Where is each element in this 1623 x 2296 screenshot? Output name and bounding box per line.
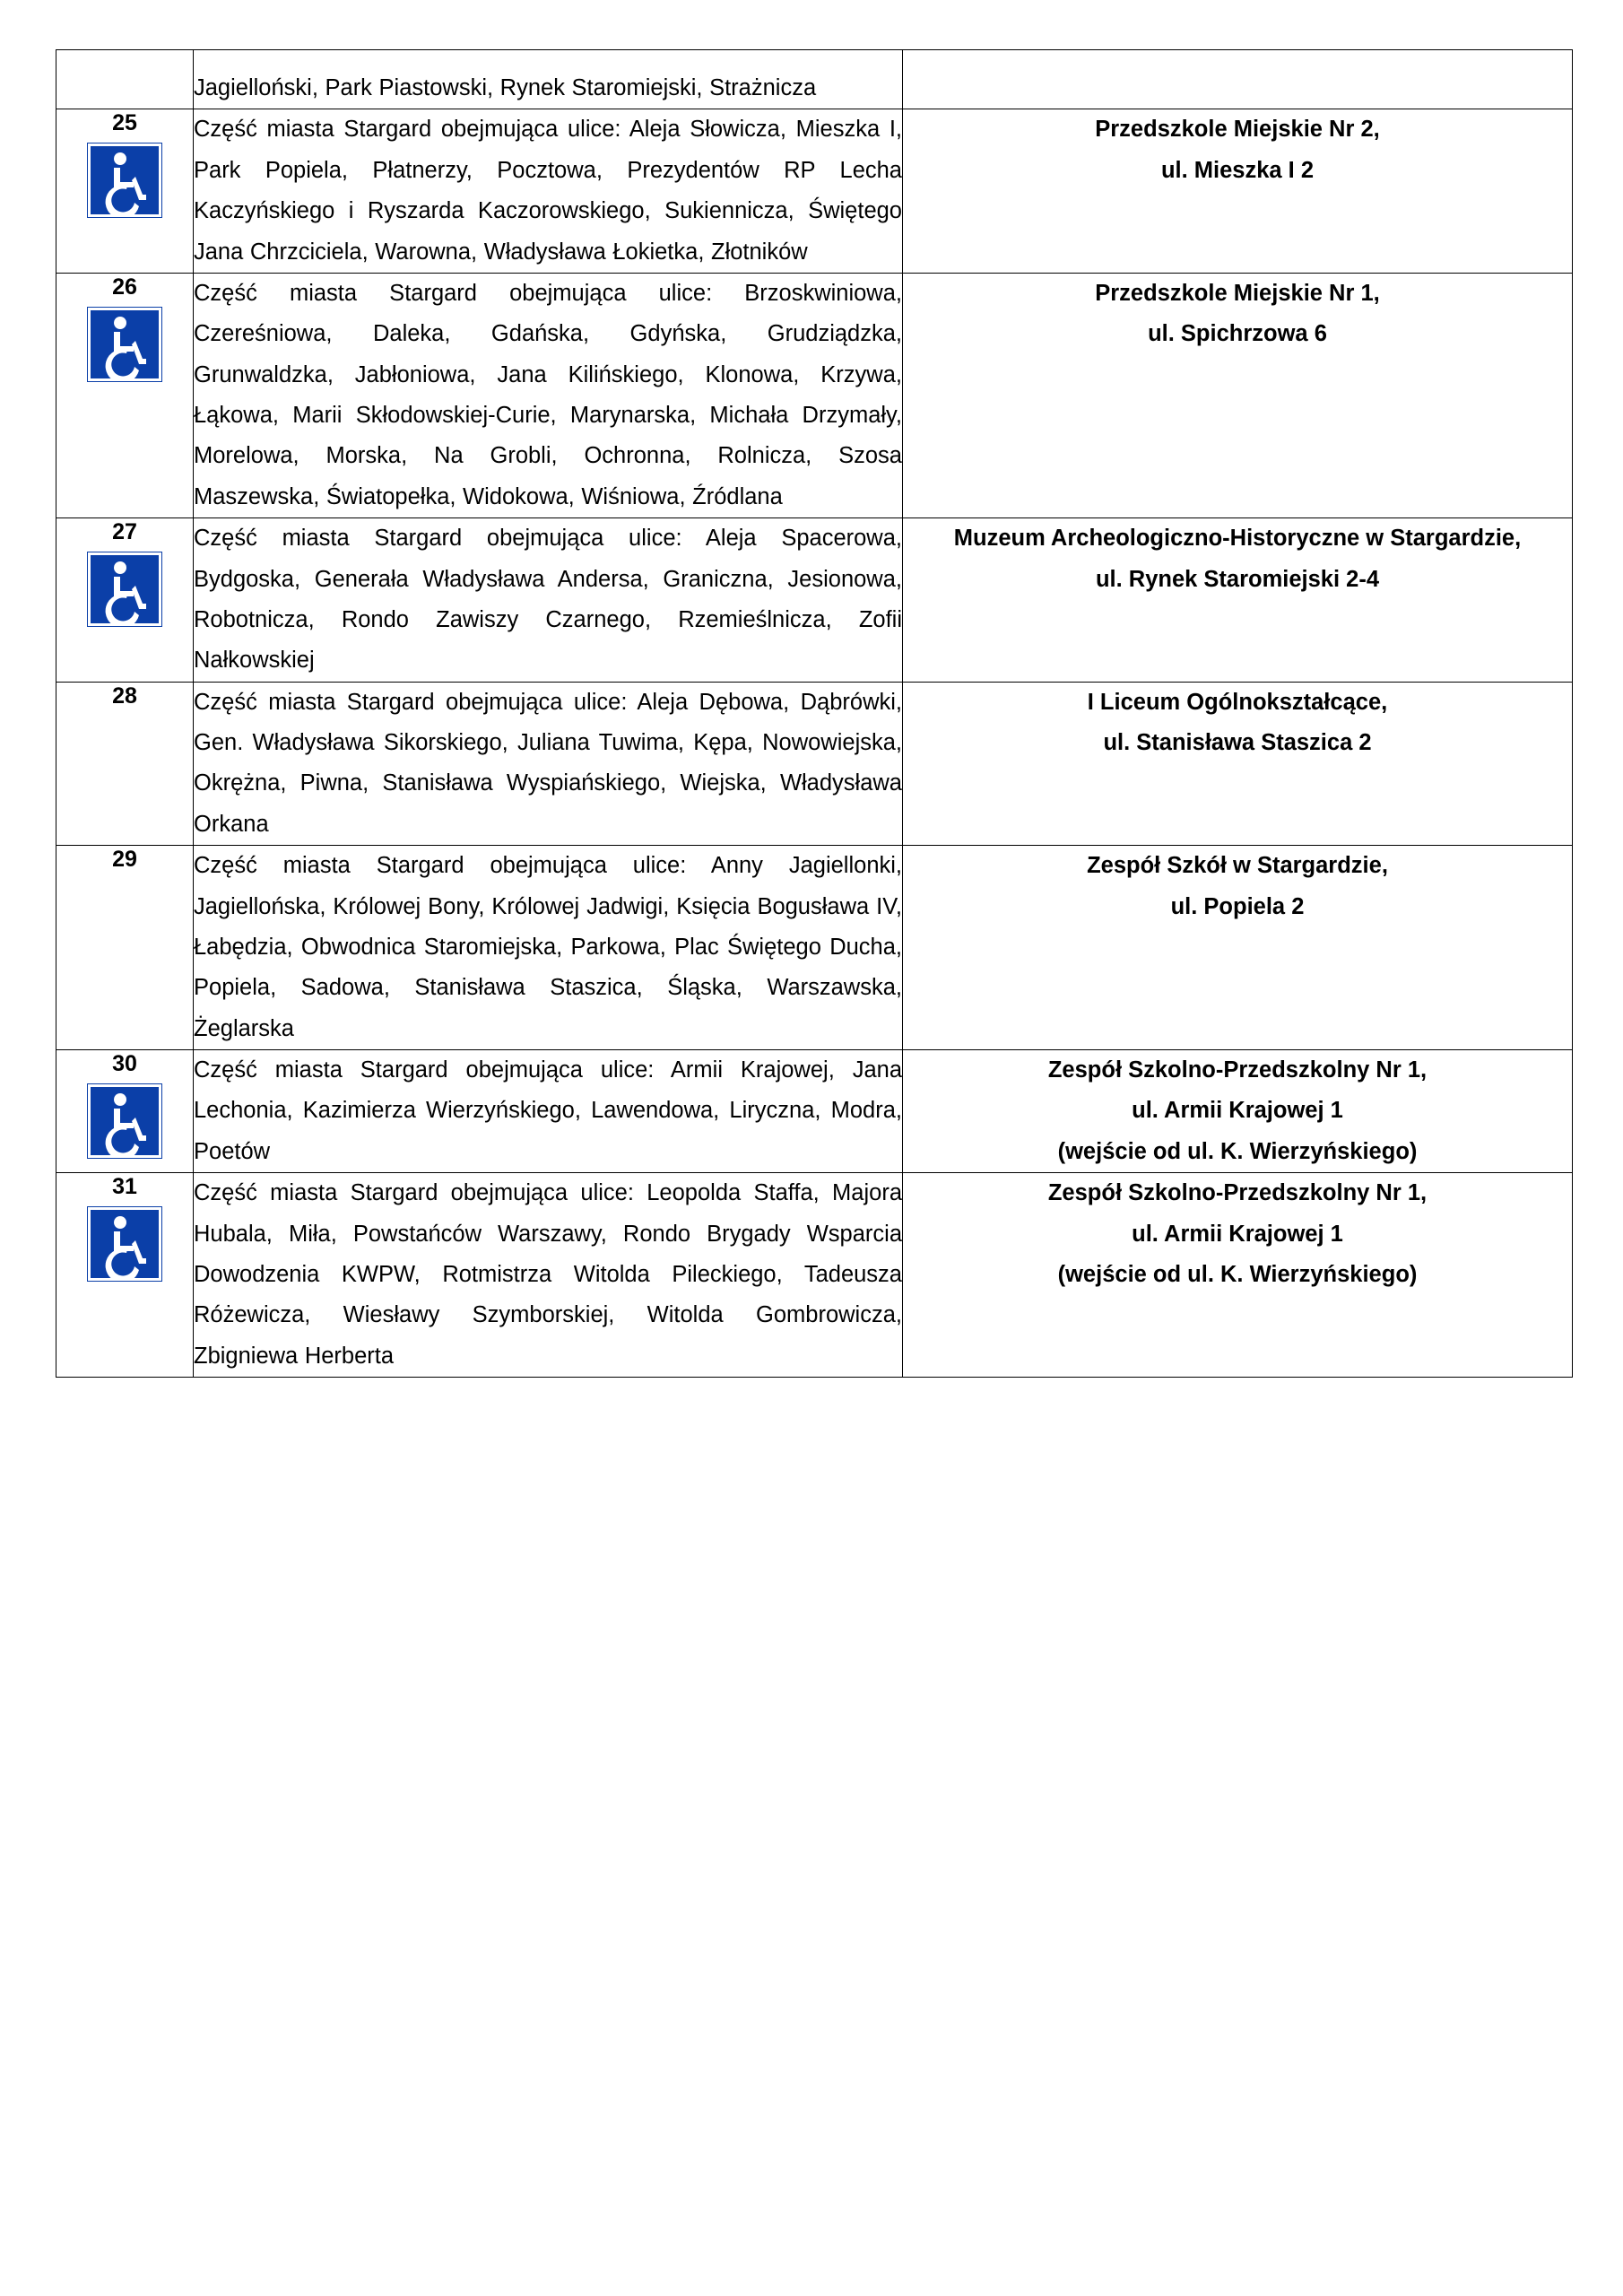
polling-place-address	[903, 683, 1572, 764]
district-description-cell	[194, 1173, 903, 1378]
table-row	[56, 1173, 1573, 1378]
wheelchair-accessibility-icon	[88, 1084, 161, 1158]
district-description: Część miasta Stargard obejmująca ulice: Aleja Dębowa, Dąbrówki, Gen. Władysława Sikorskiego, Juliana Tuwima, Kępa, Nowowiejska, Okrężna, Piwna, Stanisława Wyspiańskiego, Wiejska, Władysława Orkana	[194, 689, 902, 837]
wheelchair-accessibility-icon	[88, 308, 161, 381]
district-description: Część miasta Stargard obejmująca ulice: Aleja Słowicza, Mieszka I, Park Popiela, Płatnerzy, Pocztowa, Prezydentów RP Lecha Kaczyńskiego i Ryszarda Kaczorowskiego, Sukiennicza, Świętego Jana Chrzciciela, Warowna, Władysława Łokietka, Złotników	[194, 117, 902, 265]
table-row	[56, 109, 1573, 274]
table-row	[56, 1050, 1573, 1173]
district-number-cell	[56, 109, 194, 274]
district-number-cell	[56, 682, 194, 846]
table-row	[56, 273, 1573, 517]
district-description-cell	[194, 682, 903, 846]
polling-place-line: (wejście od ul. K. Wierzyńskiego)	[1057, 1138, 1418, 1164]
district-description-cell	[194, 273, 903, 517]
polling-place-cell	[903, 273, 1573, 517]
district-description: Część miasta Stargard obejmująca ulice: Anny Jagiellonki, Jagiellońska, Królowej Bony, Królowej Jadwigi, Księcia Bogusława IV, Łabędzia, Obwodnica Staromiejska, Parkowa, Plac Świętego Ducha, Popiela, Sadowa, Stanisława Staszica, Śląska, Warszawska, Żeglarska	[194, 853, 902, 1041]
district-number: 31	[112, 1174, 137, 1200]
polling-place-line: ul. Stanisława Staszica 2	[1103, 730, 1372, 755]
district-number: 30	[112, 1051, 137, 1076]
district-description-cell	[194, 50, 903, 109]
table-body	[56, 50, 1573, 1378]
polling-place-cell	[903, 1173, 1573, 1378]
polling-place-address	[903, 274, 1572, 355]
polling-place-line: Przedszkole Miejskie Nr 1,	[1095, 280, 1380, 306]
polling-place-line: ul. Rynek Staromiejski 2-4	[1095, 566, 1380, 592]
district-description: Część miasta Stargard obejmująca ulice: Brzoskwiniowa, Czereśniowa, Daleka, Gdańska, Gdyńska, Grudziądzka, Grunwaldzka, Jabłoniowa, Jana Kilińskiego, Klonowa, Krzywa, Łąkowa, Marii Skłodowskiej-Curie, Marynarska, Michała Drzymały, Morelowa, Morska, Na Grobli, Ochronna, Rolnicza, Szosa Maszewska, Światopełka, Widokowa, Wiśniowa, Źródlana	[194, 280, 902, 509]
polling-place-address	[903, 1173, 1572, 1295]
polling-place-cell	[903, 109, 1573, 274]
polling-place-line: ul. Mieszka I 2	[1160, 157, 1315, 183]
district-description-cell	[194, 518, 903, 683]
polling-place-address	[903, 846, 1572, 927]
polling-place-line: ul. Spichrzowa 6	[1148, 321, 1327, 347]
polling-place-line: Zespół Szkół w Stargardzie,	[1087, 853, 1388, 879]
polling-place-line: ul. Armii Krajowej 1	[1132, 1221, 1343, 1247]
district-description: Część miasta Stargard obejmująca ulice: Aleja Spacerowa, Bydgoska, Generała Władysława Andersa, Graniczna, Jesionowa, Robotnicza, Rondo Zawiszy Czarnego, Rzemieślnicza, Zofii Nałkowskiej	[194, 526, 902, 674]
district-number: 28	[112, 683, 137, 709]
district-number: 29	[112, 847, 137, 873]
polling-place-cell	[903, 846, 1573, 1050]
district-description: Jagielloński, Park Piastowski, Rynek Staromiejski, Strażnicza	[194, 75, 817, 100]
district-number: 27	[112, 519, 137, 545]
wheelchair-accessibility-icon	[88, 1207, 161, 1281]
polling-place-address	[903, 518, 1572, 600]
district-description-cell	[194, 846, 903, 1050]
polling-place-cell	[903, 518, 1573, 683]
table-row	[56, 846, 1573, 1050]
district-number-cell	[56, 50, 194, 109]
polling-place-address	[903, 1050, 1572, 1172]
district-number: 26	[112, 274, 137, 300]
table-row	[56, 682, 1573, 846]
district-description: Część miasta Stargard obejmująca ulice: Armii Krajowej, Jana Lechonia, Kazimierza Wierzyńskiego, Lawendowa, Liryczna, Modra, Poetów	[194, 1057, 902, 1164]
wheelchair-accessibility-icon	[88, 552, 161, 626]
district-description: Część miasta Stargard obejmująca ulice: Leopolda Staffa, Majora Hubala, Miła, Powstańców Warszawy, Rondo Brygady Wsparcia Dowodzenia KWPW, Rotmistrza Witolda Pileckiego, Tadeusza Różewicza, Wiesławy Szymborskiej, Witolda Gombrowicza, Zbigniewa Herberta	[194, 1180, 902, 1369]
district-number-cell	[56, 1173, 194, 1378]
district-number-cell	[56, 1050, 194, 1173]
polling-districts-table	[56, 49, 1573, 1378]
polling-place-line: (wejście od ul. K. Wierzyńskiego)	[1057, 1261, 1418, 1287]
district-number-cell	[56, 518, 194, 683]
district-description-cell	[194, 1050, 903, 1173]
wheelchair-accessibility-icon	[88, 144, 161, 217]
polling-place-cell	[903, 1050, 1573, 1173]
district-number-cell	[56, 846, 194, 1050]
table-row	[56, 518, 1573, 683]
table-row	[56, 50, 1573, 109]
polling-place-address	[903, 109, 1572, 191]
polling-place-line: ul. Armii Krajowej 1	[1132, 1098, 1343, 1124]
district-description-cell	[194, 109, 903, 274]
polling-place-line: I Liceum Ogólnokształcące,	[1087, 689, 1388, 715]
polling-place-line: ul. Popiela 2	[1170, 893, 1305, 919]
district-number: 25	[112, 110, 137, 136]
polling-place-line: Zespół Szkolno-Przedszkolny Nr 1,	[1047, 1180, 1428, 1206]
polling-place-line: Przedszkole Miejskie Nr 2,	[1095, 117, 1380, 143]
polling-place-cell	[903, 50, 1573, 109]
district-number-cell	[56, 273, 194, 517]
polling-place-line: Zespół Szkolno-Przedszkolny Nr 1,	[1047, 1057, 1428, 1083]
polling-place-line: Muzeum Archeologiczno-Historyczne w Stargardzie,	[953, 526, 1522, 552]
polling-place-cell	[903, 682, 1573, 846]
